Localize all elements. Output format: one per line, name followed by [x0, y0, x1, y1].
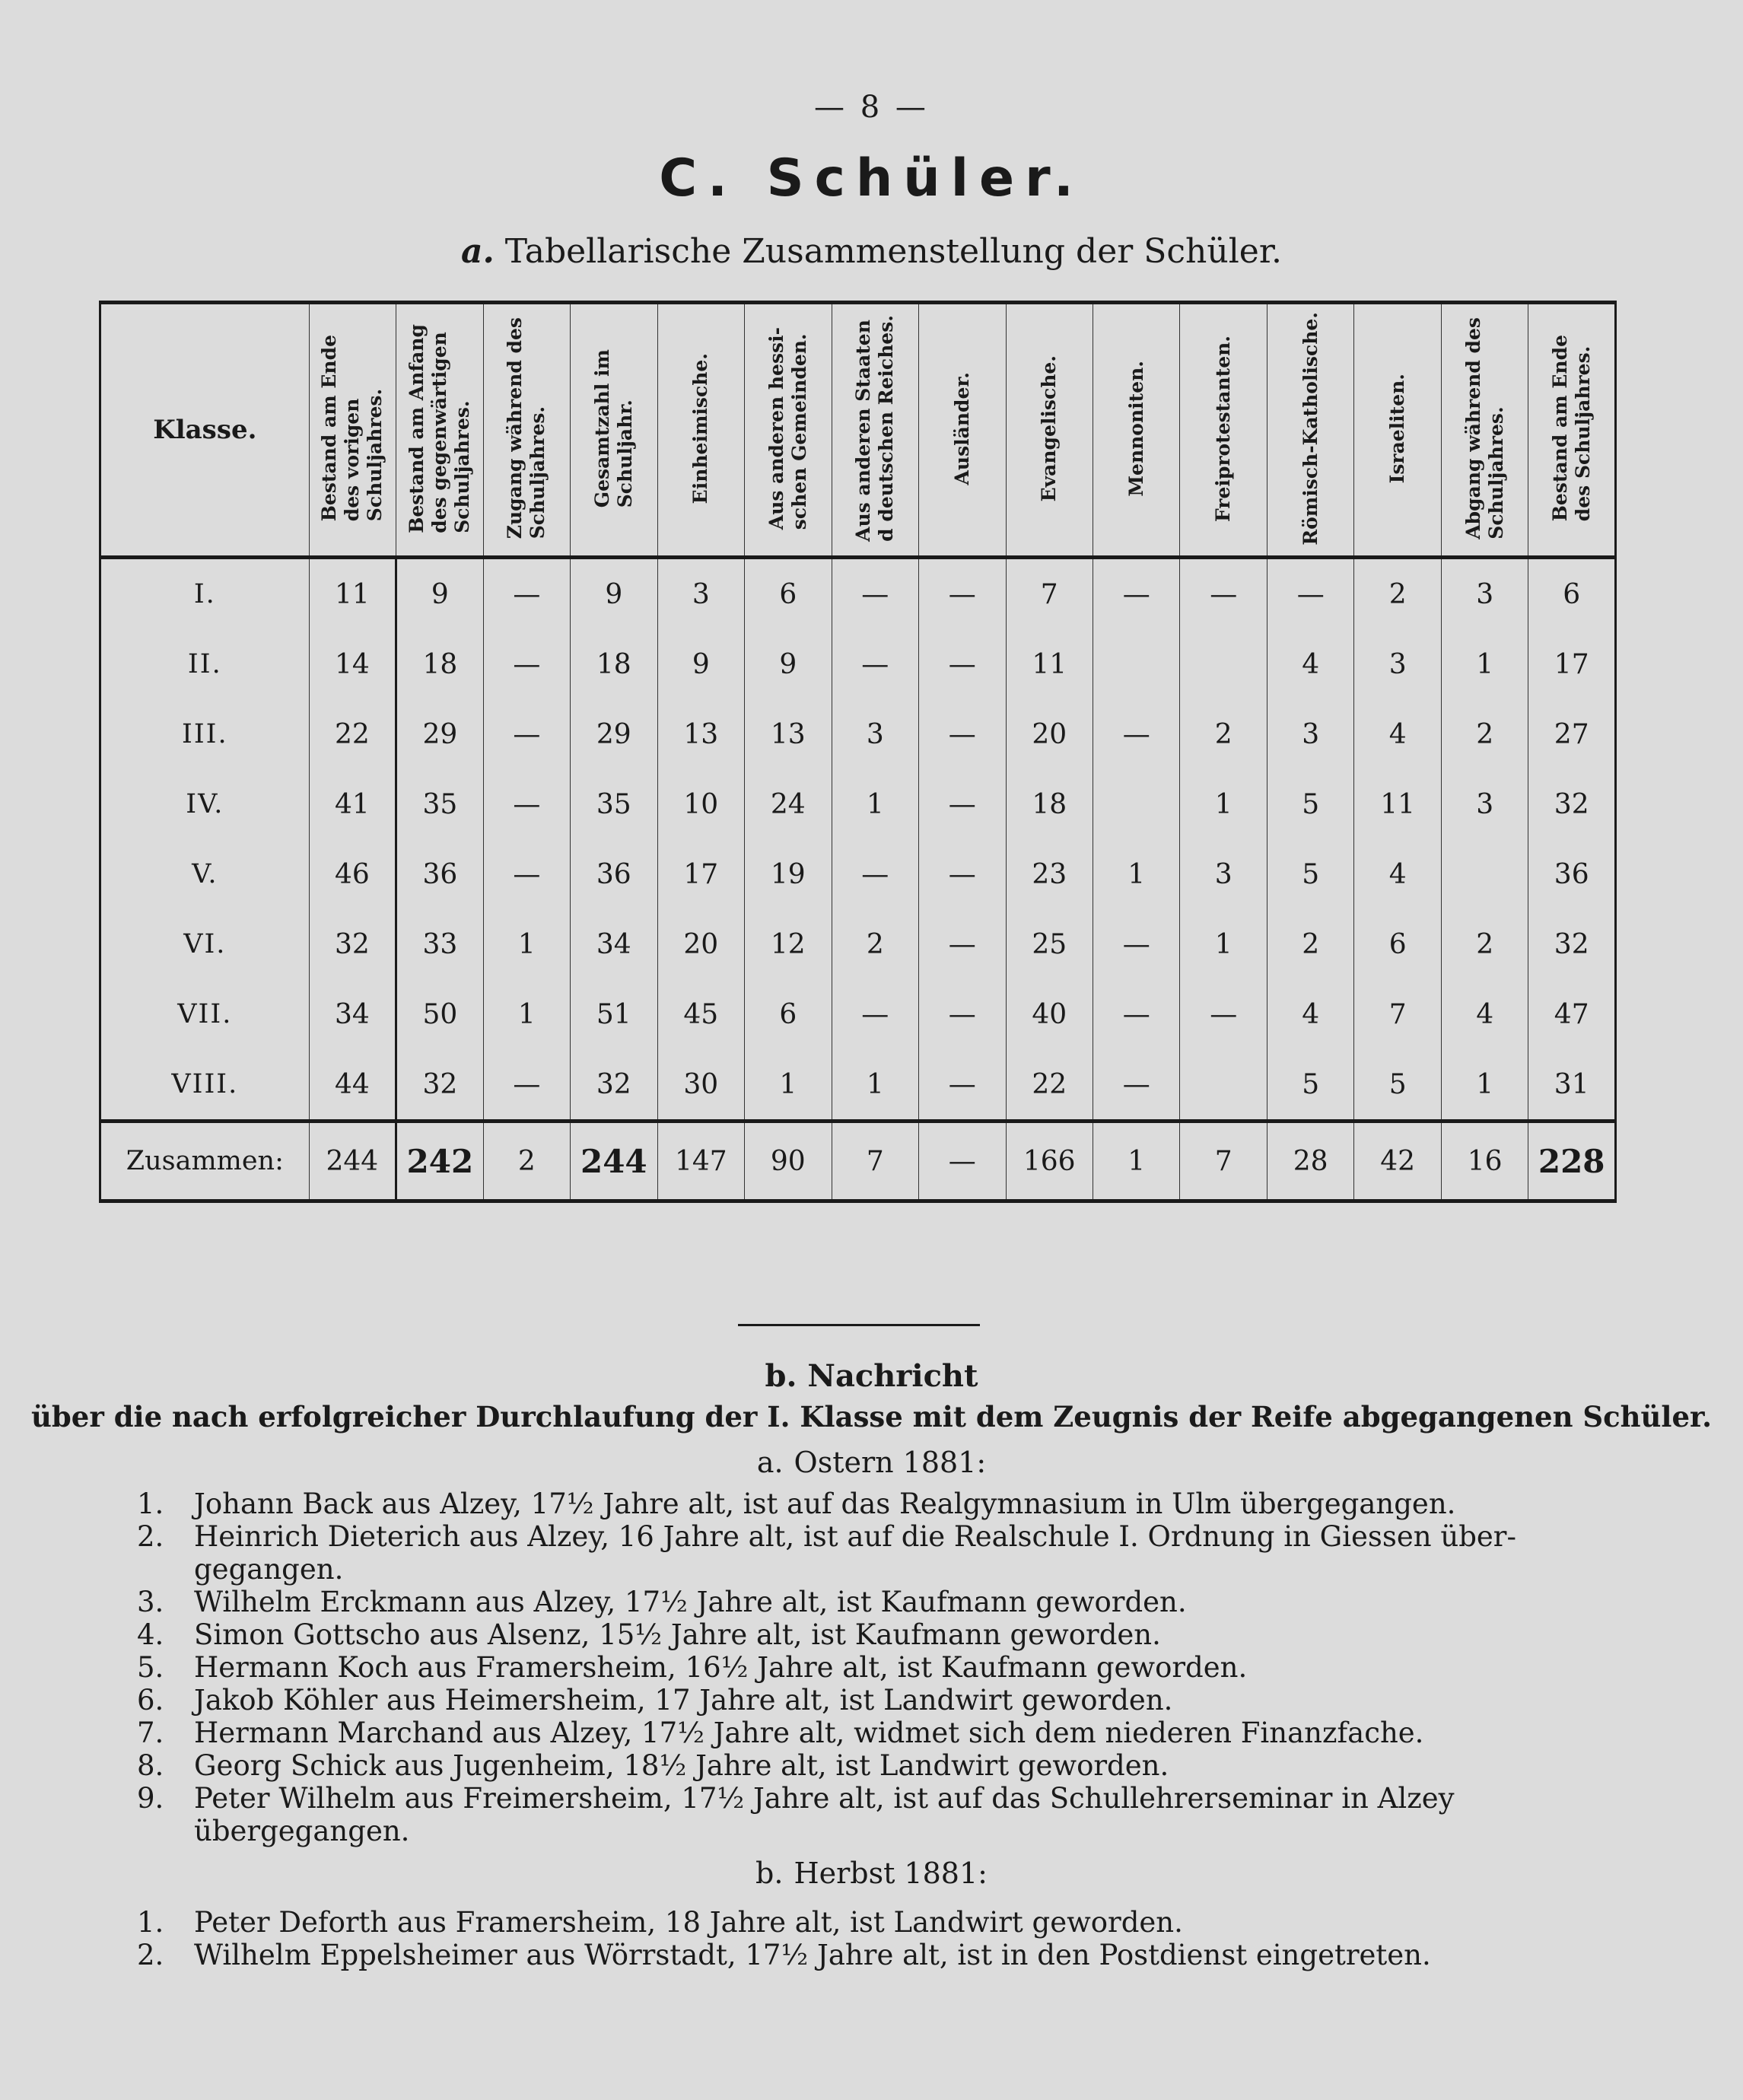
- table-row: [100, 1049, 1616, 1122]
- table-cell: 2: [1354, 558, 1441, 630]
- list-item-text: Hermann Marchand aus Alzey, 17½ Jahre alt, widmet sich dem niederen Finanzfache.: [194, 1717, 1424, 1749]
- column-header: Ausländer.: [919, 303, 1006, 558]
- row-klasse-label: I.: [100, 558, 310, 630]
- total-cell: 244: [571, 1122, 657, 1201]
- table-cell: 32: [571, 1049, 657, 1122]
- table-cell: 3: [1180, 839, 1267, 909]
- table-cell: 18: [396, 629, 483, 699]
- list-item-number: 1.: [137, 1488, 164, 1520]
- table-cell: 44: [309, 1049, 396, 1122]
- group-heading-ostern: [0, 1446, 1743, 1479]
- subtitle-letter: a.: [460, 232, 495, 271]
- table-cell: 50: [396, 979, 483, 1049]
- table-cell: —: [1093, 909, 1179, 979]
- table-cell: —: [919, 699, 1006, 769]
- list-item: [129, 1520, 1636, 1586]
- list-item-text: Jakob Köhler aus Heimersheim, 17 Jahre alt, ist Landwirt geworden.: [194, 1684, 1173, 1717]
- list-item-number: 7.: [137, 1717, 164, 1749]
- table-cell: 36: [1528, 839, 1616, 909]
- table-header-row: [100, 303, 1616, 558]
- table-cell: 7: [1006, 558, 1093, 630]
- table-cell: 32: [1528, 769, 1616, 839]
- table-cell: 9: [745, 629, 832, 699]
- total-cell: 242: [396, 1122, 483, 1201]
- column-header: Bestand am Ende des vorigen Schuljahres.: [309, 303, 396, 558]
- table-cell: 33: [396, 909, 483, 979]
- table-cell: 32: [309, 909, 396, 979]
- column-header: Abgang während des Schuljahres.: [1441, 303, 1528, 558]
- table-cell: [1180, 629, 1267, 699]
- table-cell: —: [832, 629, 918, 699]
- list-item: [129, 1782, 1636, 1847]
- table-row: [100, 558, 1616, 630]
- list-item-text: Wilhelm Erckmann aus Alzey, 17½ Jahre alt, ist Kaufmann geworden.: [194, 1586, 1187, 1618]
- list-item-text: Peter Wilhelm aus Freimersheim, 17½ Jahre alt, ist auf das Schullehrerseminar in Alzey: [194, 1782, 1455, 1815]
- column-header: Freiprotestanten.: [1180, 303, 1267, 558]
- group-letter: a.: [756, 1446, 784, 1479]
- table-cell: —: [483, 769, 570, 839]
- total-cell: 1: [1093, 1122, 1179, 1201]
- table-row: [100, 699, 1616, 769]
- table-cell: —: [1093, 979, 1179, 1049]
- total-cell: 166: [1006, 1122, 1093, 1201]
- table-cell: —: [919, 629, 1006, 699]
- list-item: [129, 1618, 1636, 1651]
- table-cell: 9: [396, 558, 483, 630]
- row-klasse-label: IV.: [100, 769, 310, 839]
- table-cell: 1: [1441, 629, 1528, 699]
- table-cell: 20: [1006, 699, 1093, 769]
- table-cell: —: [1093, 558, 1179, 630]
- table-cell: 40: [1006, 979, 1093, 1049]
- list-item: [129, 1939, 1636, 1971]
- table-row: [100, 909, 1616, 979]
- table-cell: 5: [1267, 1049, 1353, 1122]
- table-cell: 46: [309, 839, 396, 909]
- table-cell: 1: [1441, 1049, 1528, 1122]
- table-row: [100, 839, 1616, 909]
- table-cell: 4: [1267, 979, 1353, 1049]
- table-cell: 22: [1006, 1049, 1093, 1122]
- column-header: Römisch-Katholische.: [1267, 303, 1353, 558]
- table-cell: 3: [1441, 558, 1528, 630]
- table-cell: 36: [571, 839, 657, 909]
- table-cell: —: [919, 1049, 1006, 1122]
- column-header: Aus anderen Staaten d deutschen Reiches.: [832, 303, 918, 558]
- table-cell: 30: [657, 1049, 744, 1122]
- table-cell: 19: [745, 839, 832, 909]
- list-item-text: Simon Gottscho aus Alsenz, 15½ Jahre alt, ist Kaufmann geworden.: [194, 1618, 1161, 1651]
- table-cell: 47: [1528, 979, 1616, 1049]
- table-cell: 2: [1180, 699, 1267, 769]
- table-cell: 4: [1354, 699, 1441, 769]
- table-cell: 18: [571, 629, 657, 699]
- table-cell: 13: [657, 699, 744, 769]
- list-item-continuation: übergegangen.: [194, 1815, 410, 1847]
- table-cell: 45: [657, 979, 744, 1049]
- list-item: [129, 1586, 1636, 1618]
- table-cell: 18: [1006, 769, 1093, 839]
- table-cell: —: [919, 909, 1006, 979]
- table-cell: 11: [1006, 629, 1093, 699]
- total-cell: 147: [657, 1122, 744, 1201]
- list-item: [129, 1717, 1636, 1749]
- table-cell: 29: [396, 699, 483, 769]
- list-item: [129, 1906, 1636, 1939]
- table-cell: 31: [1528, 1049, 1616, 1122]
- column-header: Zugang während des Schuljahres.: [483, 303, 570, 558]
- list-item-text: Johann Back aus Alzey, 17½ Jahre alt, ist auf das Realgymnasium in Ulm übergegangen.: [194, 1488, 1456, 1520]
- table-cell: 4: [1267, 629, 1353, 699]
- table-cell: [1093, 629, 1179, 699]
- row-klasse-label: VIII.: [100, 1049, 310, 1122]
- row-klasse-label: III.: [100, 699, 310, 769]
- list-item-text: Heinrich Dieterich aus Alzey, 16 Jahre alt, ist auf die Realschule I. Ordnung in Giessen über-: [194, 1520, 1516, 1553]
- table-cell: 4: [1441, 979, 1528, 1049]
- table-cell: 34: [309, 979, 396, 1049]
- table-cell: —: [483, 699, 570, 769]
- nachricht-subtitle: über die nach erfolgreicher Durchlaufung der I. Klasse mit dem Zeugnis der Reife abgegangenen Schüler.: [31, 1400, 1712, 1433]
- table-row: [100, 769, 1616, 839]
- table-cell: 1: [1093, 839, 1179, 909]
- table-cell: [1180, 1049, 1267, 1122]
- total-cell: 42: [1354, 1122, 1441, 1201]
- table-cell: —: [483, 629, 570, 699]
- total-cell: —: [919, 1122, 1006, 1201]
- table-cell: —: [483, 1049, 570, 1122]
- table-cell: —: [919, 839, 1006, 909]
- page-number: — 8 —: [814, 90, 929, 125]
- nachricht-letter: b.: [765, 1358, 797, 1394]
- table-cell: 3: [657, 558, 744, 630]
- table-cell: 1: [1180, 909, 1267, 979]
- table-cell: 10: [657, 769, 744, 839]
- table-cell: 5: [1354, 1049, 1441, 1122]
- list-item-number: 1.: [137, 1906, 164, 1939]
- column-header-klasse: Klasse.: [100, 303, 310, 558]
- nachricht-title: [0, 1358, 1743, 1394]
- total-label: Zusammen:: [100, 1122, 310, 1201]
- table-cell: 5: [1267, 769, 1353, 839]
- table-cell: 32: [1528, 909, 1616, 979]
- table-cell: 9: [657, 629, 744, 699]
- table-cell: 6: [1528, 558, 1616, 630]
- table-cell: 20: [657, 909, 744, 979]
- table-cell: 2: [1267, 909, 1353, 979]
- table-cell: 27: [1528, 699, 1616, 769]
- row-klasse-label: II.: [100, 629, 310, 699]
- column-header: Evangelische.: [1006, 303, 1093, 558]
- list-item-text: Peter Deforth aus Framersheim, 18 Jahre alt, ist Landwirt geworden.: [194, 1906, 1183, 1939]
- table-cell: 34: [571, 909, 657, 979]
- section-divider: [738, 1324, 980, 1326]
- table-cell: 13: [745, 699, 832, 769]
- column-header: Einheimische.: [657, 303, 744, 558]
- list-item-number: 2.: [137, 1939, 164, 1971]
- table-cell: —: [832, 558, 918, 630]
- table-cell: —: [832, 839, 918, 909]
- table-cell: 3: [1441, 769, 1528, 839]
- list-item-text: Hermann Koch aus Framersheim, 16½ Jahre alt, ist Kaufmann geworden.: [194, 1651, 1248, 1684]
- table-cell: 41: [309, 769, 396, 839]
- table-cell: —: [919, 979, 1006, 1049]
- column-header: Israeliten.: [1354, 303, 1441, 558]
- table-cell: 14: [309, 629, 396, 699]
- column-header: Mennoniten.: [1093, 303, 1179, 558]
- list-item-number: 2.: [137, 1520, 164, 1553]
- list-item-number: 4.: [137, 1618, 164, 1651]
- total-cell: 7: [832, 1122, 918, 1201]
- list-item-text: Georg Schick aus Jugenheim, 18½ Jahre alt, ist Landwirt geworden.: [194, 1749, 1169, 1782]
- list-item: [129, 1684, 1636, 1717]
- table-cell: 51: [571, 979, 657, 1049]
- table-cell: 1: [832, 1049, 918, 1122]
- table-cell: 17: [657, 839, 744, 909]
- group-heading-herbst: [0, 1857, 1743, 1890]
- table-cell: 35: [396, 769, 483, 839]
- table-subtitle: [0, 232, 1743, 271]
- table-cell: 22: [309, 699, 396, 769]
- table-total-row: [100, 1122, 1616, 1201]
- list-item-continuation: gegangen.: [194, 1553, 344, 1586]
- table-cell: 2: [1441, 909, 1528, 979]
- table-row: [100, 979, 1616, 1049]
- table-cell: 12: [745, 909, 832, 979]
- table-cell: 1: [745, 1049, 832, 1122]
- table-cell: —: [483, 558, 570, 630]
- total-cell: 90: [745, 1122, 832, 1201]
- table-cell: 36: [396, 839, 483, 909]
- table-cell: [1441, 839, 1528, 909]
- table-cell: 23: [1006, 839, 1093, 909]
- table-cell: 25: [1006, 909, 1093, 979]
- column-header: Bestand am Ende des Schuljahres.: [1528, 303, 1616, 558]
- total-cell: 28: [1267, 1122, 1353, 1201]
- list-item-number: 6.: [137, 1684, 164, 1717]
- section-title: C. Schüler.: [659, 148, 1084, 208]
- group-heading-text: Ostern 1881:: [794, 1446, 987, 1479]
- table-cell: 4: [1354, 839, 1441, 909]
- list-item-number: 9.: [137, 1782, 164, 1815]
- list-item: [129, 1651, 1636, 1684]
- table-cell: 1: [483, 909, 570, 979]
- column-header: Gesamtzahl im Schuljahr.: [571, 303, 657, 558]
- table-cell: —: [919, 769, 1006, 839]
- list-item-number: 5.: [137, 1651, 164, 1684]
- table-cell: 6: [1354, 909, 1441, 979]
- column-header: Bestand am Anfang des gegenwärtigen Schuljahres.: [396, 303, 483, 558]
- column-header: Aus anderen hessi- schen Gemeinden.: [745, 303, 832, 558]
- student-statistics-table: [99, 301, 1617, 1203]
- list-item-number: 8.: [137, 1749, 164, 1782]
- table-cell: 1: [483, 979, 570, 1049]
- table-cell: 3: [832, 699, 918, 769]
- table-cell: —: [919, 558, 1006, 630]
- table-cell: 35: [571, 769, 657, 839]
- nachricht-heading: Nachricht: [807, 1358, 978, 1394]
- total-cell: 2: [483, 1122, 570, 1201]
- total-cell: 244: [309, 1122, 396, 1201]
- list-item-number: 3.: [137, 1586, 164, 1618]
- table-cell: 7: [1354, 979, 1441, 1049]
- table-cell: 6: [745, 558, 832, 630]
- table-cell: 1: [832, 769, 918, 839]
- table-cell: 5: [1267, 839, 1353, 909]
- table-cell: 1: [1180, 769, 1267, 839]
- group-heading-text: Herbst 1881:: [794, 1857, 988, 1890]
- subtitle-text: Tabellarische Zusammenstellung der Schüler.: [504, 232, 1283, 271]
- table-cell: —: [1093, 699, 1179, 769]
- table-cell: 29: [571, 699, 657, 769]
- list-item-text: Wilhelm Eppelsheimer aus Wörrstadt, 17½ Jahre alt, ist in den Postdienst eingetreten.: [194, 1939, 1431, 1971]
- table-cell: 2: [832, 909, 918, 979]
- table-cell: —: [1180, 979, 1267, 1049]
- table-cell: [1093, 769, 1179, 839]
- table-cell: —: [483, 839, 570, 909]
- table-cell: 32: [396, 1049, 483, 1122]
- table-cell: 11: [1354, 769, 1441, 839]
- list-item: [129, 1749, 1636, 1782]
- table-cell: 2: [1441, 699, 1528, 769]
- total-cell: 7: [1180, 1122, 1267, 1201]
- table-cell: —: [1180, 558, 1267, 630]
- table-cell: 3: [1267, 699, 1353, 769]
- table-cell: 3: [1354, 629, 1441, 699]
- graduates-list-ostern: [129, 1488, 1636, 1847]
- table-cell: 24: [745, 769, 832, 839]
- table-cell: 9: [571, 558, 657, 630]
- graduates-list-herbst: [129, 1906, 1636, 1971]
- group-letter: b.: [755, 1857, 784, 1890]
- table-cell: 6: [745, 979, 832, 1049]
- row-klasse-label: VII.: [100, 979, 310, 1049]
- total-cell: 228: [1528, 1122, 1616, 1201]
- table-cell: —: [1093, 1049, 1179, 1122]
- table-cell: 17: [1528, 629, 1616, 699]
- table-cell: —: [832, 979, 918, 1049]
- table-cell: —: [1267, 558, 1353, 630]
- list-item: [129, 1488, 1636, 1520]
- table-row: [100, 629, 1616, 699]
- row-klasse-label: VI.: [100, 909, 310, 979]
- total-cell: 16: [1441, 1122, 1528, 1201]
- row-klasse-label: V.: [100, 839, 310, 909]
- table-cell: 11: [309, 558, 396, 630]
